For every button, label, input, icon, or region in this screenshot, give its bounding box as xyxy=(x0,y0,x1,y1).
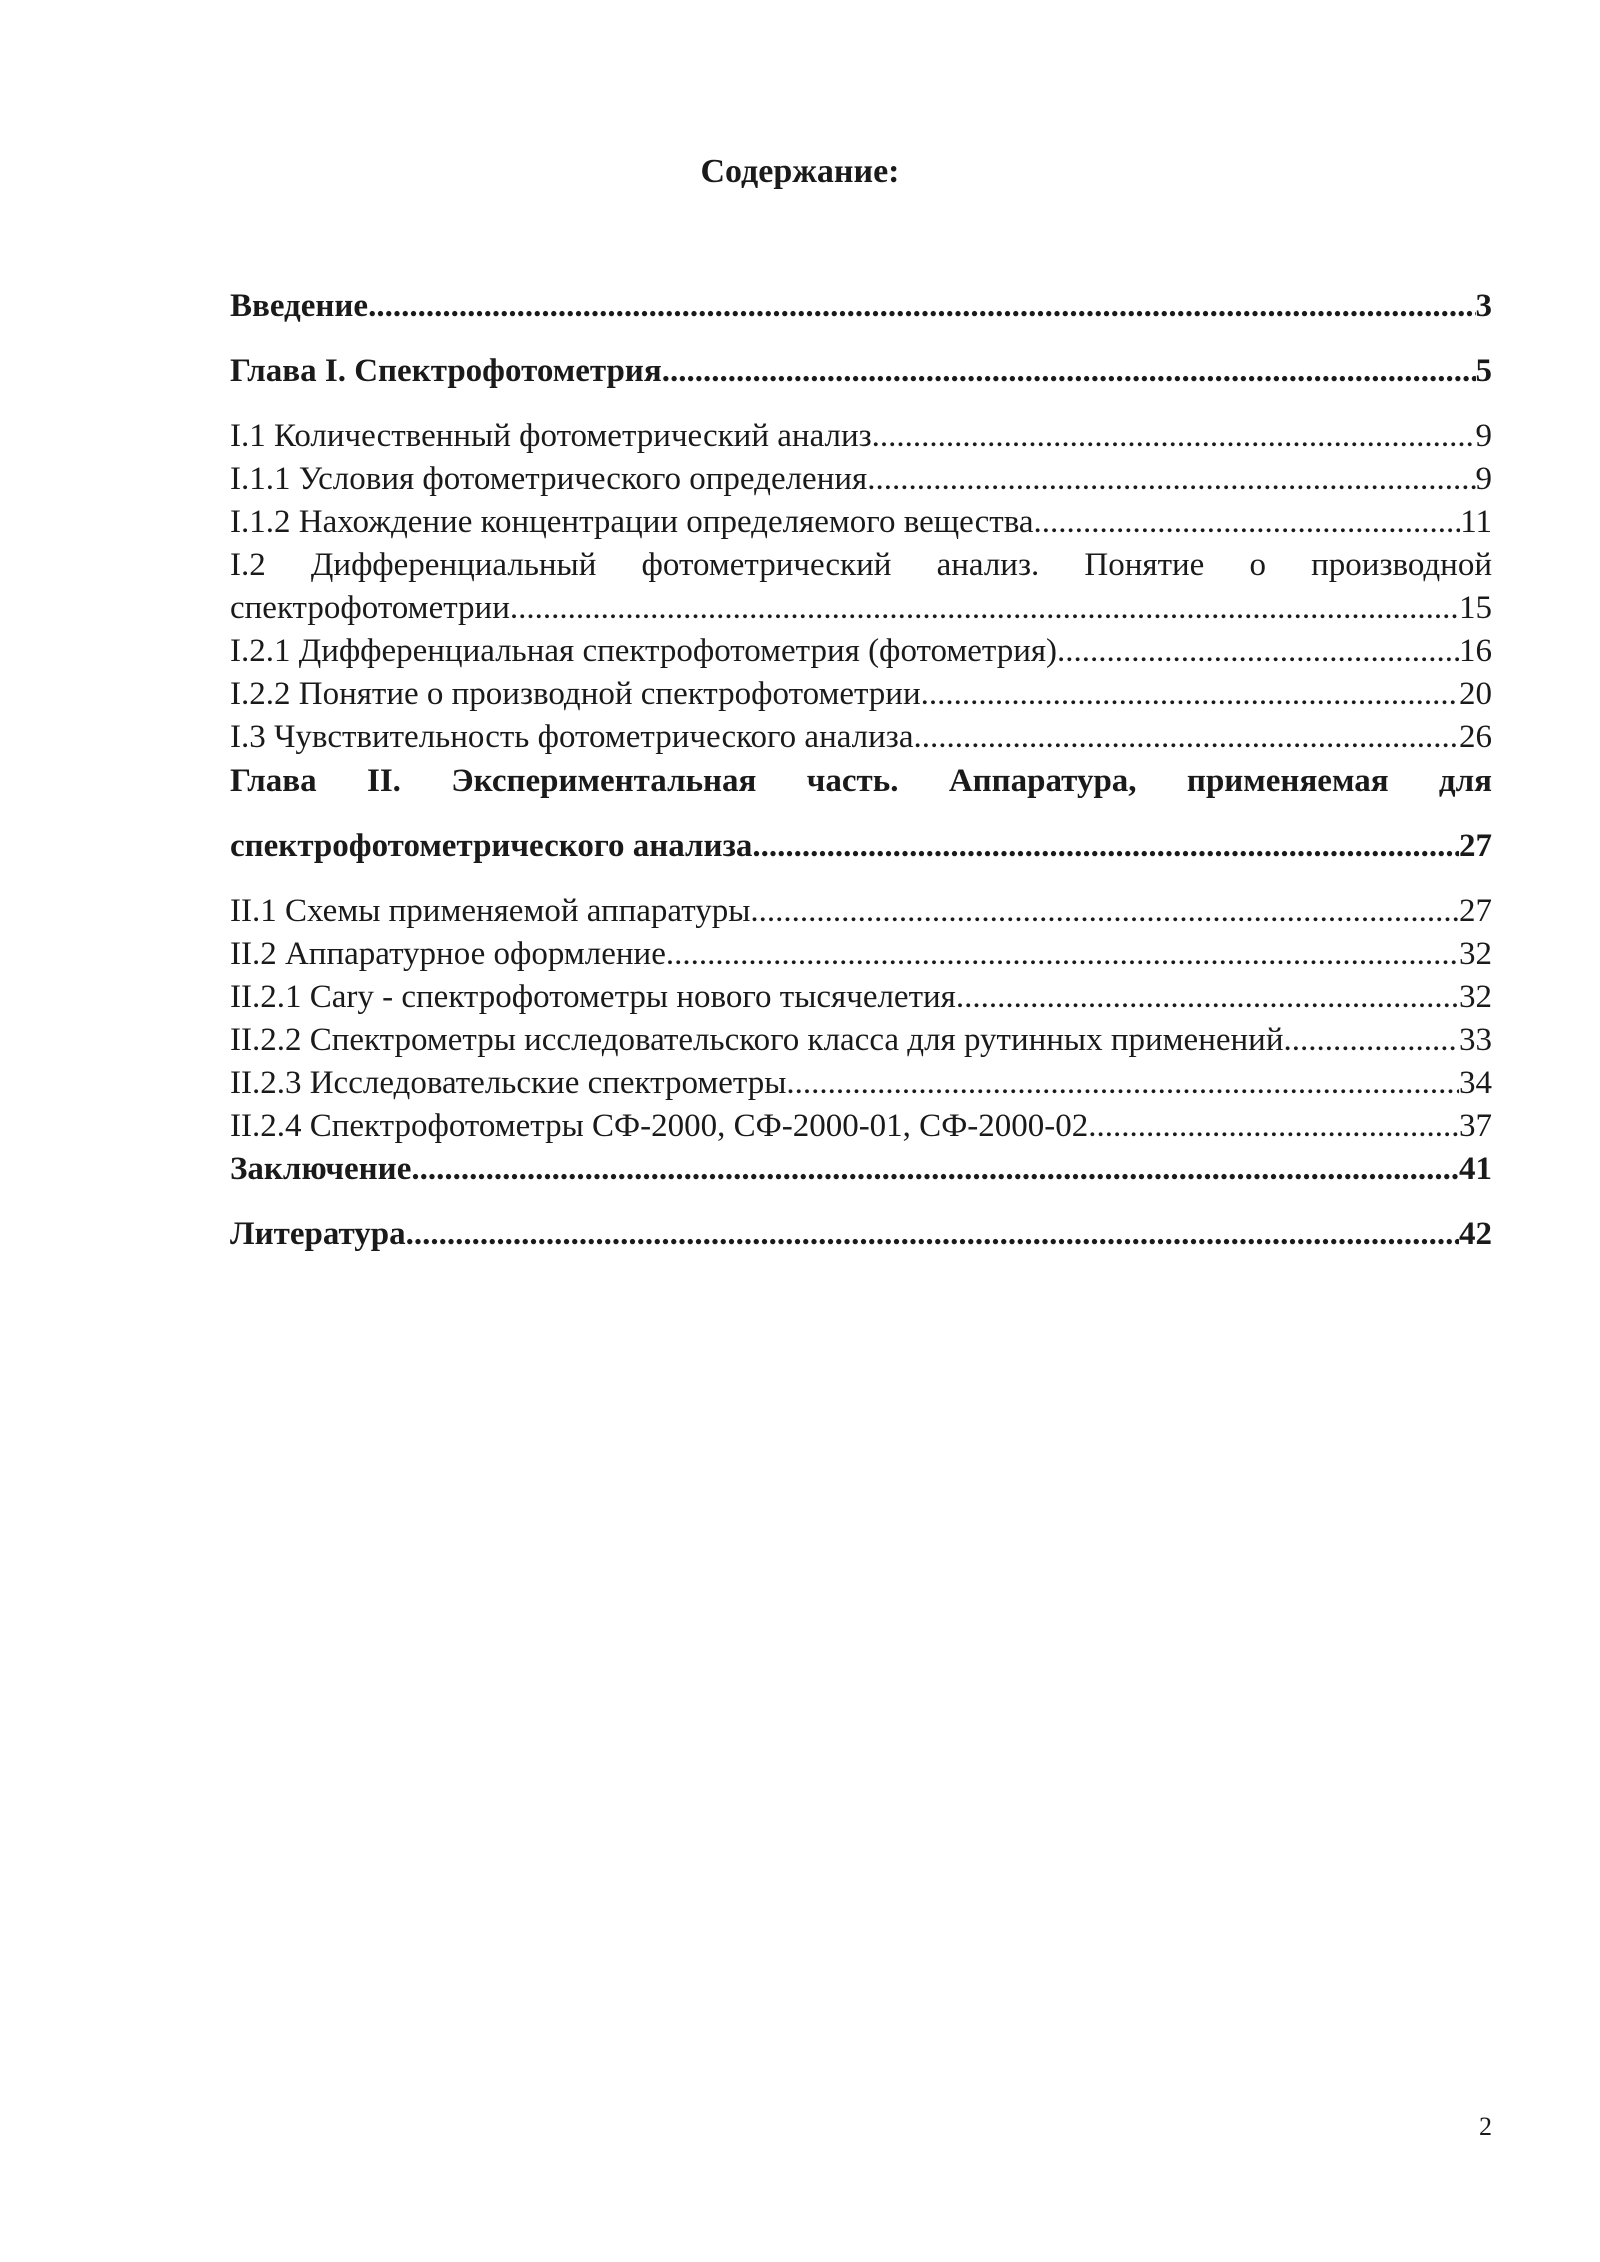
dot-leader xyxy=(510,587,1459,630)
toc-entry-page: 32 xyxy=(1459,936,1492,972)
dot-leader xyxy=(662,350,1476,393)
toc-entry-section-2-2-3[interactable] xyxy=(230,1062,1492,1105)
dot-leader xyxy=(921,673,1459,716)
toc-entry-page: 32 xyxy=(1459,979,1492,1015)
toc-entry-conclusion[interactable] xyxy=(230,1148,1492,1191)
toc-entry-literature[interactable] xyxy=(230,1213,1492,1256)
toc-entry-chapter-2[interactable] xyxy=(230,825,1492,868)
toc-entry-title: II.2 Аппаратурное оформление xyxy=(230,936,666,972)
toc-entry-title: II.1 Схемы применяемой аппаратуры xyxy=(230,893,751,929)
dot-leader xyxy=(1034,501,1461,544)
toc-entry-title: I.2.2 Понятие о производной спектрофотометрии xyxy=(230,676,921,712)
dot-leader xyxy=(913,716,1459,759)
toc-entry-section-2-2-4[interactable] xyxy=(230,1105,1492,1148)
toc-entry-section-1-2[interactable] xyxy=(230,587,1492,630)
toc-entry-title: Глава I. Спектрофотометрия xyxy=(230,353,662,389)
toc-entry-page: 26 xyxy=(1459,719,1492,755)
toc-entry-title: II.2.1 Cary - спектрофотометры нового тысячелетия xyxy=(230,979,956,1015)
toc-entry-page: 27 xyxy=(1459,828,1492,864)
dot-leader xyxy=(750,890,1459,933)
toc-entry-title: I.3 Чувствительность фотометрического анализа xyxy=(230,719,914,755)
toc-entry-title: I.1.1 Условия фотометрического определения xyxy=(230,461,868,497)
toc-entry-section-2-2-2[interactable] xyxy=(230,1019,1492,1062)
dot-leader xyxy=(1292,1019,1459,1062)
dot-leader xyxy=(872,415,1476,458)
toc-entry-title: Введение xyxy=(230,288,369,324)
dot-leader xyxy=(406,1213,1459,1256)
toc-entry-page: 20 xyxy=(1459,676,1492,712)
toc-entry-section-1-1-2[interactable] xyxy=(230,501,1492,544)
toc-entry-page: 11 xyxy=(1460,504,1492,540)
toc-entry-title: Заключение xyxy=(230,1151,412,1187)
dot-leader xyxy=(411,1148,1459,1191)
toc-entry-page: 15 xyxy=(1459,590,1492,626)
toc-entry-section-1-2-line1[interactable]: I.2 Дифференциальный фотометрический анализ. Понятие о производной xyxy=(230,547,1492,583)
toc-entry-section-1-2-2[interactable] xyxy=(230,673,1492,716)
toc-entry-title: спектрофотометрии xyxy=(230,590,510,626)
toc-entry-title: II.2.3 Исследовательские спектрометры xyxy=(230,1065,787,1101)
toc-entry-page: 33 xyxy=(1459,1022,1492,1058)
toc-entry-page: 16 xyxy=(1459,633,1492,669)
dot-leader xyxy=(1057,630,1459,673)
toc-entry-title: II.2.4 Спектрофотометры СФ-2000, СФ-2000-01, СФ-2000-02 xyxy=(230,1108,1089,1144)
toc-entry-title: I.1.2 Нахождение концентрации определяемого вещества xyxy=(230,504,1034,540)
toc-entry-section-1-2-1[interactable] xyxy=(230,630,1492,673)
page-number: 2 xyxy=(1479,2112,1492,2141)
toc-entry-chapter-1[interactable] xyxy=(230,350,1492,393)
toc-entry-title: спектрофотометрического анализа xyxy=(230,828,753,864)
toc-entry-page: 34 xyxy=(1459,1065,1492,1101)
toc-entry-page: 3 xyxy=(1475,288,1492,324)
dot-leader xyxy=(368,285,1475,328)
toc-entry-title: II.2.2 Спектрометры исследовательского класса для рутинных применений. xyxy=(230,1022,1292,1058)
toc-entry-page: 37 xyxy=(1459,1108,1492,1144)
page-title: Содержание: xyxy=(700,153,900,190)
dot-leader xyxy=(752,825,1459,868)
dot-leader xyxy=(1088,1105,1459,1148)
toc-entry-section-1-3[interactable] xyxy=(230,716,1492,759)
toc-entry-title: I.1 Количественный фотометрический анализ xyxy=(230,418,872,454)
toc-entry-intro[interactable] xyxy=(230,285,1492,328)
toc-entry-page: 41 xyxy=(1459,1151,1492,1187)
toc-entry-chapter-2-line1[interactable]: Глава II. Экспериментальная часть. Аппаратура, применяемая для xyxy=(230,763,1492,799)
toc-entry-section-2-1[interactable] xyxy=(230,890,1492,933)
toc-entry-page: 5 xyxy=(1475,353,1492,389)
toc-entry-title: Литература xyxy=(230,1216,406,1252)
toc-entry-section-2-2[interactable] xyxy=(230,933,1492,976)
toc-entry-section-2-2-1[interactable] xyxy=(230,976,1492,1019)
dot-leader xyxy=(786,1062,1459,1105)
dot-leader xyxy=(867,458,1475,501)
toc-entry-section-1-1-1[interactable] xyxy=(230,458,1492,501)
toc-entry-page: 42 xyxy=(1459,1216,1492,1252)
toc-entry-section-1-1[interactable] xyxy=(230,415,1492,458)
toc-entry-page: 9 xyxy=(1475,418,1492,454)
toc-entry-page: 27 xyxy=(1459,893,1492,929)
dot-leader xyxy=(666,933,1459,976)
dot-leader xyxy=(956,976,1459,1019)
toc-entry-page: 9 xyxy=(1475,461,1492,497)
toc-entry-title: I.2.1 Дифференциальная спектрофотометрия (фотометрия) xyxy=(230,633,1058,669)
